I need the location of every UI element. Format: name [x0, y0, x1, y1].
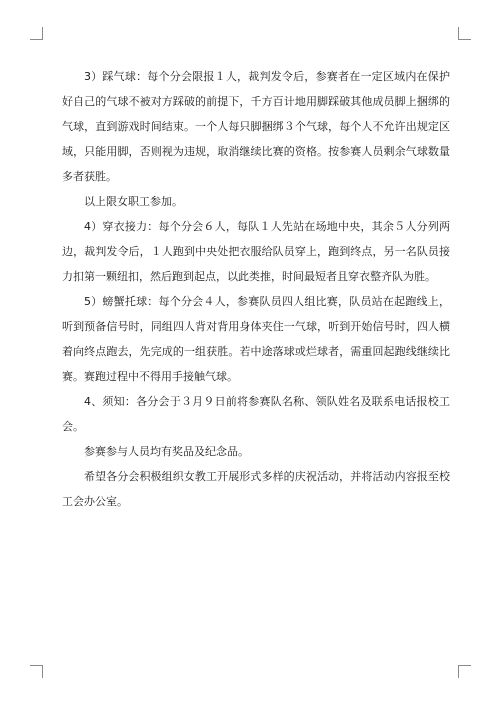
paragraph-balloon-stomp: 3）踩气球：每个分会限报１人，裁判发令后，参赛者在一定区域内在保护好自己的气球不被对方踩破的前提下，千方百计地用脚踩破其他成员脚上捆绑的气球，直到游戏时间结束。一个人每只脚捆绑３个气球，每个人不允许出规定区域，只能用脚，否则视为违规，取消继续比赛的资格。按参赛人员剩余气球数量多者获胜。 — [62, 70, 450, 183]
document-body — [62, 64, 450, 514]
paragraph-prizes: 参赛参与人员均有奖品及纪念品。 — [84, 445, 249, 458]
paragraph-dressing-relay: 4）穿衣接力：每个分会６人，每队１人先站在场地中央，其余５人分列两边，裁判发令后，１人跑到中央处把衣服给队员穿上，跑到终点，另一名队员接力扣第一颗纽扣，然后跑到起点，以此类推，时间最短者且穿衣整齐队为胜。 — [62, 220, 450, 283]
crop-mark-top-right — [458, 27, 471, 40]
paragraph-female-only-note: 以上限女职工参加。 — [84, 195, 183, 208]
paragraph-crab-balloon: 5）螃蟹托球：每个分会４人，参赛队员四人组比赛，队员站在起跑线上，听到预备信号时，同组四人背对背用身体夹住一气球，听到开始信号时，四人横着向终点跑去，先完成的一组获胜。若中途落球或烂球者，需重回起跑线继续比赛。赛跑过程中不得用手接触气球。 — [62, 295, 450, 383]
paragraph-closing: 希望各分会积极组织女教工开展形式多样的庆祝活动，并将活动内容报至校工会办公室。 — [62, 470, 450, 508]
paragraph-notice: 4、须知：各分会于３月９日前将参赛队名称、领队姓名及联系电话报校工会。 — [62, 395, 450, 433]
crop-mark-bottom-left — [30, 665, 43, 678]
crop-mark-bottom-right — [458, 665, 471, 678]
crop-mark-top-left — [30, 27, 43, 40]
